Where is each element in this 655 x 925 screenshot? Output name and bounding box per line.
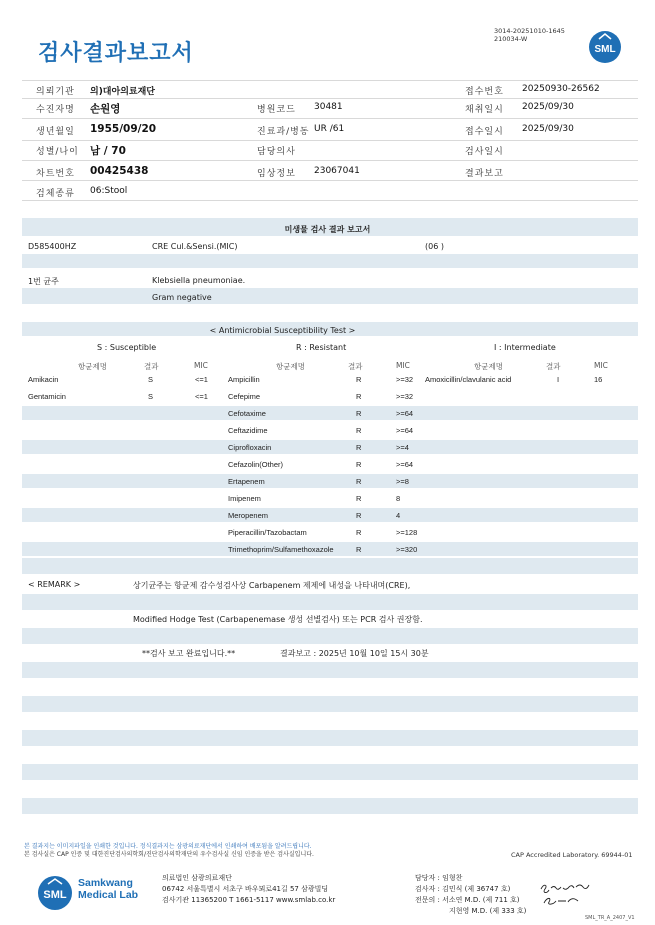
ast-mic: >=320 [396,545,418,554]
ast-drug: Cefazolin(Other) [228,460,284,469]
header-value: 의)대아의료재단 [90,87,155,97]
ast-mic: <=1 [195,375,208,384]
ast-mic: >=4 [396,443,409,452]
col3-header-result: 결과 [546,362,561,371]
col2-header-result: 결과 [348,362,363,371]
row-band [22,798,638,814]
report-complete: **검사 보고 완료입니다.** [142,649,236,658]
header-value: 1955/09/20 [90,123,157,135]
document-id [494,27,565,43]
header-divider [22,160,638,161]
signatory-specialist1: 전문의 : 서소연 M.D. (제 711 호) [415,896,520,904]
header-value: 남 / 70 [90,145,126,157]
ast-result: R [356,494,362,503]
header-label: 접수번호 [465,87,504,97]
section-title: 미생물 검사 결과 보고서 [284,225,371,234]
ast-result: S [148,392,154,401]
row-band [22,254,638,268]
ast-drug: Ciprofloxacin [228,443,272,452]
sml-logo-icon [588,30,622,64]
test-code: D585400HZ [28,242,77,251]
organism-label: 1번 균주 [28,277,59,286]
ast-drug: Cefotaxime [228,409,266,418]
ast-drug: Piperacillin/Tazobactam [228,528,307,537]
brand-line2: Medical Lab [78,889,139,901]
row-band [22,696,638,712]
header-value: UR /61 [314,124,345,134]
svg-text:SML: SML [43,889,67,901]
ast-drug: Trimethoprim/Sulfamethoxazole [228,545,334,554]
header-value: 23067041 [314,166,360,176]
ast-result: R [356,375,362,384]
header-label: 병원코드 [257,105,296,115]
ast-mic: <=1 [195,392,208,401]
cap-accreditation: CAP Accredited Laboratory. 69944-01 [511,851,633,859]
header-value: 00425438 [90,165,149,177]
header-value: 2025/09/30 [522,102,574,112]
brand-name [78,877,138,901]
header-value: 2025/09/30 [522,124,574,134]
samkwang-logo-icon [36,874,74,912]
page-title: 검사결과보고서 [38,41,194,66]
ast-mic: >=32 [396,392,414,401]
header-divider [22,98,638,99]
header-label: 채취일시 [465,105,504,115]
col2-header-drug: 항균제명 [276,362,305,371]
legend-intermediate: I : Intermediate [494,343,556,352]
ast-result: I [557,375,560,384]
row-band [22,288,638,304]
ast-mic: >=8 [396,477,409,486]
lab-contact: 검사기관 11365200 T 1661-5117 www.smlab.co.kr [162,896,336,904]
header-divider [22,180,638,181]
col3-header-mic: MIC [594,361,608,370]
ast-result: R [356,392,362,401]
signature-image [538,879,594,909]
ast-mic: >=32 [396,375,414,384]
header-label: 임상정보 [257,169,296,179]
col3-header-drug: 항균제명 [474,362,503,371]
col1-header-result: 결과 [144,362,159,371]
ast-result: R [356,477,362,486]
svg-text:SML: SML [594,44,616,55]
lab-info [162,873,335,906]
gram-stain: Gram negative [152,293,212,302]
col1-header-mic: MIC [194,361,208,370]
legend-resistant: R : Resistant [296,343,347,352]
test-name: CRE Cul.&Sensi.(MIC) [152,242,238,251]
row-band [22,440,638,454]
ast-mic: 16 [594,375,603,384]
signatory-tester: 검사자 : 김민식 (제 36747 호) [415,885,511,893]
footer-note-cert: 본 검사실은 CAP 인증 및 대한진단검사의학회/진단검사의학재단의 우수검사실 신임 인증을 받은 검사실입니다. [24,851,314,858]
signatories [415,873,526,917]
ast-mic: >=128 [396,528,418,537]
header-value: 20250930-26562 [522,84,600,94]
ast-mic: >=64 [396,460,414,469]
ast-drug: Amoxicillin/clavulanic acid [425,375,512,384]
ast-result: R [356,460,362,469]
ast-result: R [356,409,362,418]
ast-result: S [148,375,154,384]
col1-header-drug: 항균제명 [78,362,107,371]
header-label: 결과보고 [465,169,504,179]
test-number: (06 ) [425,242,444,251]
header-label: 검사일시 [465,147,504,157]
ast-drug: Gentamicin [28,392,66,401]
ast-mic: 4 [396,511,401,520]
ast-drug: Ertapenem [228,477,265,486]
header-value: 손원영 [90,103,121,115]
ast-result: R [356,443,362,452]
header-label: 검체종류 [36,189,75,199]
signatory-specialist2: 지현영 M.D. (제 333 호) [449,907,527,915]
ast-result: R [356,426,362,435]
header-value: 06:Stool [90,186,128,196]
ast-drug: Ceftazidime [228,426,268,435]
header-value: 30481 [314,102,343,112]
brand-line1: Samkwang [78,877,133,889]
ast-result: R [356,511,362,520]
header-divider [22,200,638,201]
remark-label: < REMARK > [28,580,81,589]
row-band [22,764,638,780]
document-id-line2: 210034-W [494,35,528,43]
lab-name: 의료법인 삼광의료재단 [162,874,232,882]
ast-title: < Antimicrobial Susceptibility Test > [209,326,356,335]
header-label: 차트번호 [36,169,75,179]
signatory-manager: 담당자 : 임형찬 [415,874,463,882]
header-label: 담당의사 [257,147,296,157]
organism-name: Klebsiella pneumoniae. [152,276,246,285]
row-band [22,508,638,522]
row-band [22,662,638,678]
form-version: SML_TR_A_2407_V1 [585,915,635,921]
ast-mic: >=64 [396,409,414,418]
document-id-line1: 3014-20251010-1645 [494,27,565,35]
ast-drug: Meropenem [228,511,269,520]
header-label: 생년월일 [36,127,75,137]
header-label: 진료과/병동 [257,127,310,137]
header-label: 의뢰기관 [36,87,75,97]
lab-address: 06742 서울특별시 서초구 바우뫼로41길 57 삼광빌딩 [162,885,329,893]
remark-line2: Modified Hodge Test (Carbapenemase 생성 선별검사) 또는 PCR 검사 권장함. [133,615,423,624]
header-label: 성별/나이 [36,147,79,157]
col2-header-mic: MIC [396,361,410,370]
row-band [22,474,638,488]
ast-result: R [356,528,362,537]
footer-note-print: 본 결과지는 이미지파일을 인쇄한 것입니다. 정식결과지는 삼광의료재단에서 인쇄하여 배포됨을 알려드립니다. [24,843,312,850]
report-time: 결과보고 : 2025년 10월 10일 15시 30분 [280,649,429,658]
ast-mic: 8 [396,494,401,503]
ast-drug: Amikacin [28,375,59,384]
header-label: 수진자명 [36,105,75,115]
row-band [22,730,638,746]
row-band [22,406,638,420]
footer-notes [24,843,314,859]
legend-susceptible: S : Susceptible [97,343,157,352]
header-divider [22,140,638,141]
remark-line1: 상기균주는 항균제 감수성검사상 Carbapenem 제제에 내성을 나타내며(CRE), [133,581,411,590]
ast-result: R [356,545,362,554]
ast-drug: Cefepime [228,392,261,401]
row-band [22,628,638,644]
header-divider [22,80,638,81]
ast-mic: >=64 [396,426,414,435]
ast-drug: Imipenem [228,494,261,503]
row-band [22,558,638,574]
header-label: 접수일시 [465,127,504,137]
header-divider [22,118,638,119]
row-band [22,594,638,610]
ast-drug: Ampicillin [228,375,260,384]
